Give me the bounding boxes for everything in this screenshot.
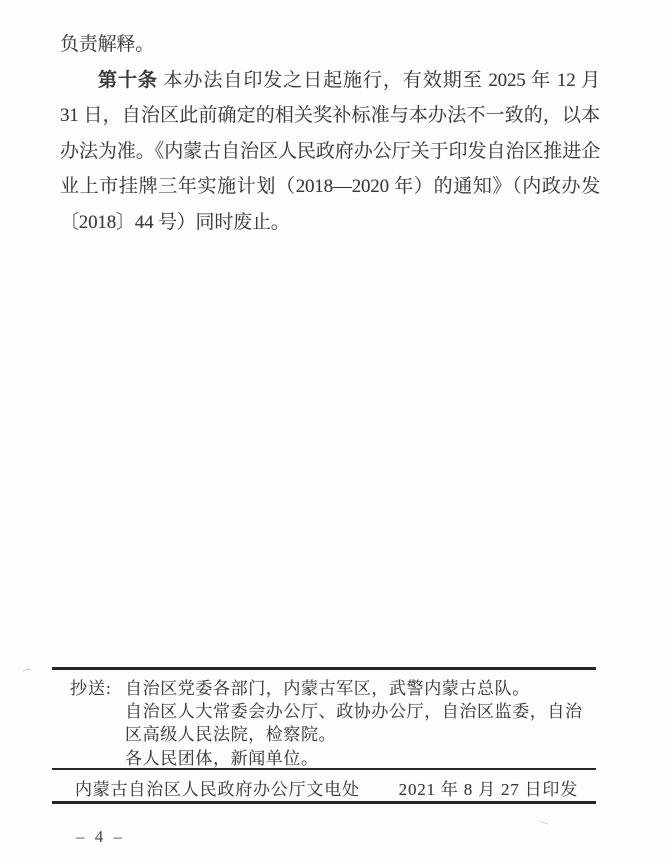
cc-block-top-rule <box>52 667 596 670</box>
cc-line-4: 各人民团体，新闻单位。 <box>125 748 319 768</box>
cc-line-1: 自治区党委各部门，内蒙古军区，武警内蒙古总队。 <box>125 679 530 698</box>
footer-bottom-rule <box>52 801 596 804</box>
body-line-1: 负责解释。 <box>60 34 155 55</box>
article-text-start: 本办法自印发之日起施行，有效期至 2025 年 12 月 <box>163 69 600 91</box>
page-number: – 4 – <box>76 827 125 846</box>
body-line-3: 31 日，自治区此前确定的相关奖补标准与本办法不一致的，以本 <box>60 105 600 126</box>
document-body <box>60 27 600 240</box>
cc-line-3: 区高级人民法院，检察院。 <box>125 725 337 745</box>
print-date: 2021 年 8 月 27 日印发 <box>398 780 578 799</box>
body-line-2 <box>60 63 600 99</box>
footer-top-rule <box>52 768 596 770</box>
cc-label: 抄送: <box>70 679 112 698</box>
body-line-4: 办法为准。《内蒙古自治区人民政府办公厅关于印发自治区推进企 <box>60 140 600 162</box>
cc-line-2: 自治区人大常委会办公厅、政协办公厅，自治区监委，自治 <box>125 702 583 722</box>
article-number-label: 第十条 <box>98 69 158 91</box>
scan-artifact-mark <box>537 821 548 829</box>
body-line-5: 业上市挂牌三年实施计划（2018—2020 年）的通知》（内政办发 <box>60 176 600 197</box>
body-line-6: 〔2018〕44 号）同时废止。 <box>60 211 290 233</box>
cc-block <box>70 677 590 770</box>
issuing-office: 内蒙古自治区人民政府办公厅文电处 <box>75 780 360 799</box>
cc-recipient-lines <box>125 677 590 770</box>
document-footer <box>75 779 578 801</box>
scan-artifact-mark <box>22 668 32 676</box>
